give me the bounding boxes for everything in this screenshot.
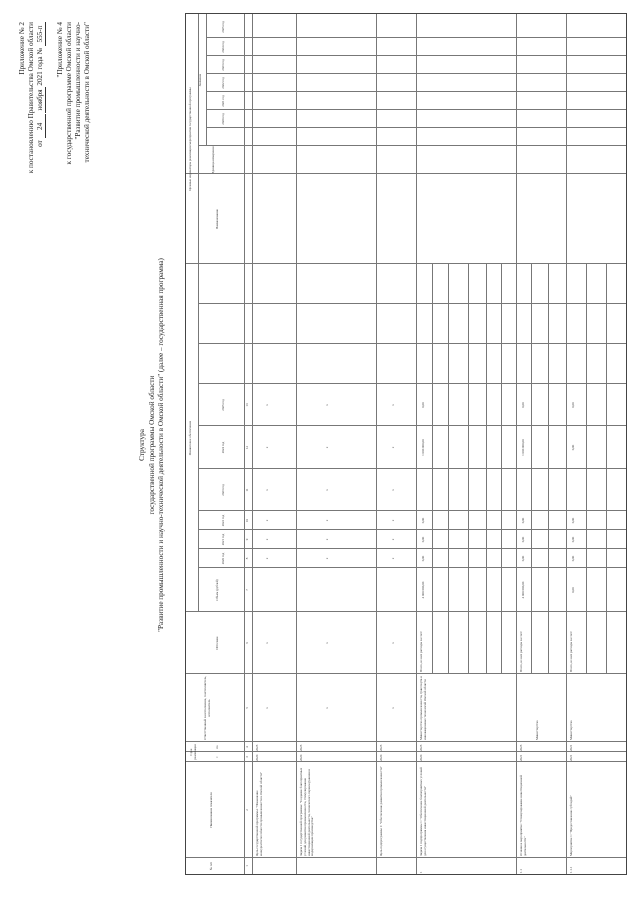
row1-executor: х (325, 707, 329, 709)
row0-name: Цель государственной программы: "Повышение конкурентоспособности промышленности в Омской области" (255, 772, 263, 856)
row3-v0: 4 000 000,00 (421, 581, 425, 599)
row4-num: 1.1 (519, 869, 523, 873)
row3-from: 2020 (419, 754, 423, 761)
ind-year-2023: 2023 год (221, 59, 225, 71)
appendix-main-line2: к государственной программе Омской области (65, 22, 73, 165)
row4-name: Основное мероприятие: "Стимулирование инвестиционной деятельности" (519, 775, 527, 856)
structure-table (185, 13, 627, 875)
row0-v1: х (265, 538, 269, 541)
ind-year-2025: 2025 год (221, 21, 225, 33)
row1-v5: х (325, 404, 329, 406)
row1-to: 2025 (299, 744, 303, 751)
row5-executor: Министерство (569, 720, 573, 740)
year-2025: 2025 год (221, 399, 225, 411)
row4-to: 2025 (519, 744, 523, 751)
row4-source: Всего, из них расходы за счет: (519, 630, 523, 672)
header-executor: Ответственный за исполнение, соисполнитель, исполнитель (203, 676, 211, 740)
colnum-3: 3 (245, 756, 249, 758)
row5-v0: 0,00 (571, 587, 575, 593)
appendix-line1: Приложение № 2 (18, 22, 26, 75)
year-2021: 2021 год (221, 533, 225, 546)
row4-v2: 0,00 (521, 536, 525, 543)
row5-v3: 0,00 (571, 517, 575, 524)
header-finance: Финансовое обеспечение (188, 420, 192, 456)
appendix-block (18, 22, 92, 232)
row3-v1: 0,00 (421, 555, 425, 562)
year-2024: 2024 год (221, 441, 225, 454)
row3-name: Задача 1 подпрограммы 1: "Обеспечение благоприятных условий для осуществления инвестиционной деятельности" (419, 767, 427, 856)
header-ind-unit: Единица измерения (211, 146, 215, 174)
colnum-1: 1 (245, 865, 249, 867)
appendix-main-line3: "Развитие промышленности и научно- (74, 22, 82, 140)
row2-v5: х (391, 404, 395, 406)
colnum-9: 9 (245, 538, 249, 541)
row4-v5: 0,00 (521, 402, 525, 408)
year-2022: 2022 год (221, 514, 225, 527)
row1-v4: х (325, 446, 329, 449)
row0-executor: х (265, 707, 269, 709)
date-year: 2021 года (36, 56, 44, 86)
row1-from: 2020 (299, 754, 303, 761)
row2-name: Цель подпрограммы 1: "Обеспечение развития промышленности" (379, 766, 383, 856)
row3-source: Всего, из них расходы за счет: (419, 630, 423, 672)
header-name: Наименование показателя (209, 792, 213, 828)
row5-v5: 0,00 (571, 402, 575, 408)
row2-to: 2025 (379, 744, 383, 751)
number-prefix: № (36, 47, 44, 55)
row4-v3: 0,00 (521, 517, 525, 524)
row0-v4: х (265, 446, 269, 449)
title-line1: Структура (138, 429, 146, 461)
header-volume: Объем (рублей) (215, 579, 219, 601)
header-ind-name: Наименование (215, 209, 219, 229)
header-period-to: по (215, 745, 219, 749)
row0-v2: х (265, 519, 269, 522)
ind-year-2024: 2024 год (221, 41, 225, 53)
colnum-8: 8 (245, 557, 249, 560)
title-line2: государственной программы Омской области (147, 375, 156, 515)
row2-v4: х (391, 446, 395, 449)
row3-v2: 0,00 (421, 536, 425, 543)
row5-from: 2021 (569, 754, 573, 761)
header-period: Срок реализации (189, 744, 197, 760)
row2-v0: х (391, 557, 395, 560)
row2-v2: х (391, 519, 395, 522)
appendix-main-line4: технической деятельности в Омской области" (83, 22, 91, 163)
date-day: 24 (36, 114, 46, 138)
appendix-date-line (36, 22, 46, 232)
date-prefix: от (36, 140, 44, 147)
colnum-5: 5 (245, 707, 249, 709)
title-line3: "Развитие промышленности и научно-технической деятельности в Омской области" (далее – государственная программа) (157, 258, 165, 632)
row0-to: 2025 (255, 744, 259, 751)
header-source: Источник (215, 636, 219, 650)
colnum-13: 13 (245, 403, 249, 407)
row3-to: 2025 (419, 744, 423, 751)
row0-from: 2020 (255, 754, 259, 761)
appendix-main-line1: "Приложение № 4 (56, 22, 64, 78)
row5-to: 2021 (569, 744, 573, 751)
row5-source: Всего, из них расходы за счет: (569, 630, 573, 672)
row5-num: 1.1.1 (569, 866, 573, 873)
row2-executor: х (391, 707, 395, 709)
row5-v2: 0,00 (571, 536, 575, 543)
row4-v1: 0,00 (521, 555, 525, 562)
row5-v4: 0,00 (571, 444, 575, 451)
row0-v0: х (265, 557, 269, 560)
row0-v3: х (265, 489, 269, 491)
row3-v3: 0,00 (421, 517, 425, 524)
row0-v5: х (265, 404, 269, 406)
row3-v4: 1 000 000,00 (421, 439, 425, 456)
colnum-10: 10 (245, 518, 249, 523)
row2-v3: х (391, 489, 395, 491)
row2-source: х (391, 642, 395, 644)
row3-num: 1 (419, 871, 423, 873)
row1-v1: х (325, 538, 329, 541)
colnum-2: 2 (245, 809, 249, 811)
document-title (138, 135, 167, 755)
row2-from: 2020 (379, 754, 383, 761)
row4-from: 2021 (519, 754, 523, 761)
colnum-4: 4 (245, 746, 249, 748)
header-num: № п/п (209, 861, 213, 871)
row1-name: Задача 1 государственной программы: "Создание благоприятных условий для развития промышленности, стимулирование инвестиционной деятельности, технического перевооружения и модернизации производства" (299, 767, 315, 856)
ind-year-2021: 2021 год (221, 95, 225, 107)
date-month: ноября (36, 89, 44, 111)
row2-v1: х (391, 538, 395, 541)
row1-source: х (325, 642, 329, 644)
row5-name: Мероприятие 1: "Предоставление субсидий" (569, 795, 573, 856)
row3-executor: Министерство промышленности, транспорта и инновационных технологий Омской области (419, 676, 427, 740)
ind-year-2020: 2020 год (221, 113, 225, 125)
row3-v5: 0,00 (421, 402, 425, 408)
header-indicator: Целевые индикаторы реализации мероприятия государственной программы (188, 87, 192, 191)
row4-v0: 4 000 000,00 (521, 581, 525, 599)
row1-v0: х (325, 557, 329, 560)
year-2020: 2020 год (221, 552, 225, 565)
header-period-from: с (215, 756, 219, 758)
ind-year-2022: 2022 год (221, 77, 225, 89)
header-ind-values: Значение (198, 73, 202, 87)
appendix-main (56, 22, 92, 232)
row0-source: х (265, 642, 269, 644)
row5-v1: 0,00 (571, 555, 575, 562)
row1-v2: х (325, 519, 329, 522)
appendix-line2: к постановлению Правительства Омской области (27, 22, 35, 174)
colnum-11: 11 (245, 488, 249, 492)
row4-executor: Министерство (535, 720, 539, 740)
row1-v3: х (325, 489, 329, 491)
year-2023: 2023 год (221, 484, 225, 496)
colnum-7: 7 (245, 589, 249, 591)
colnum-12: 12 (245, 445, 249, 450)
doc-number: 555-п (36, 22, 46, 46)
row4-v4: 1 000 000,00 (521, 439, 525, 456)
colnum-6: 6 (245, 642, 249, 644)
